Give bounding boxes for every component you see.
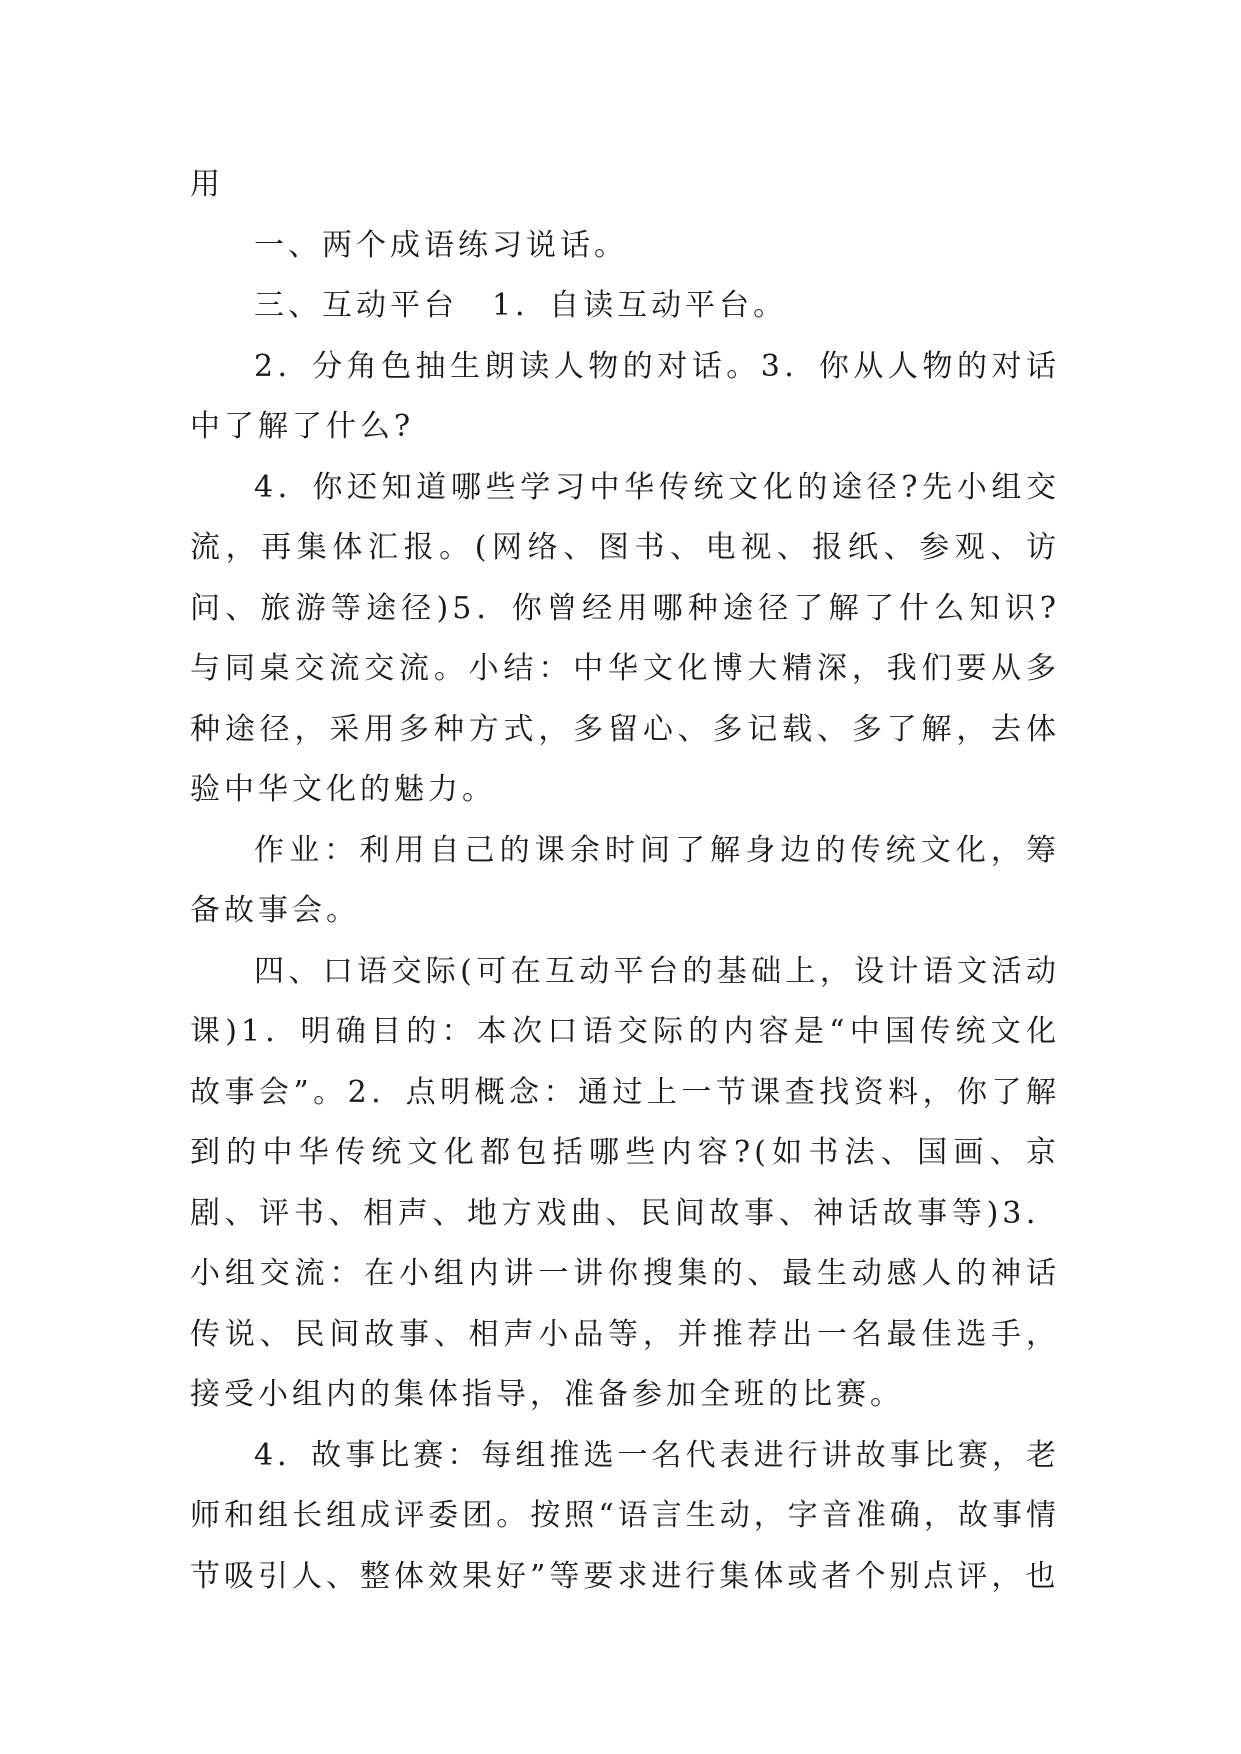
paragraph-8: 4．故事比赛：每组推选一名代表进行讲故事比赛，老师和组长组成评委团。按照“语言生动，字音准确，故事情节吸引人、整体效果好”等要求进行集体或者个别点评，也 — [190, 1437, 1060, 1594]
paragraph-2: 一、两个成语练习说话。 — [254, 227, 628, 263]
paragraph-7: 四、口语交际(可在互动平台的基础上，设计语文活动课)1．明确目的：本次口语交际的内容是“中国传统文化故事会”。2．点明概念：通过上一节课查找资料，你了解到的中华传统文化都包括哪些内容?(如书法、国画、京剧、评书、相声、地方戏曲、民间故事、神话故事等)3．小组交流：在小组内讲一讲你搜集的、最生动感人的神话传说、民间故事、相声小品等，并推荐出一名最佳选手，接受小组内的集体指导，准备参加全班的比赛。 — [190, 953, 1060, 1412]
paragraph-4: 2．分角色抽生朗读人物的对话。3．你从人物的对话中了解了什么? — [190, 348, 1060, 444]
paragraph-5: 4．你还知道哪些学习中华传统文化的途径?先小组交流，再集体汇报。(网络、图书、电视、报纸、参观、访问、旅游等途径)5．你曾经用哪种途径了解了什么知识?与同桌交流交流。小结：中华文化博大精深，我们要从多种途径，采用多种方式，多留心、多记载、多了解，去体验中华文化的魅力。 — [190, 469, 1060, 807]
document-body — [190, 155, 1060, 1607]
paragraph-3: 三、互动平台 1．自读互动平台。 — [254, 288, 788, 323]
paragraph-1: 用 — [190, 167, 224, 202]
paragraph-6: 作业：利用自己的课余时间了解身边的传统文化，筹备故事会。 — [190, 832, 1060, 928]
